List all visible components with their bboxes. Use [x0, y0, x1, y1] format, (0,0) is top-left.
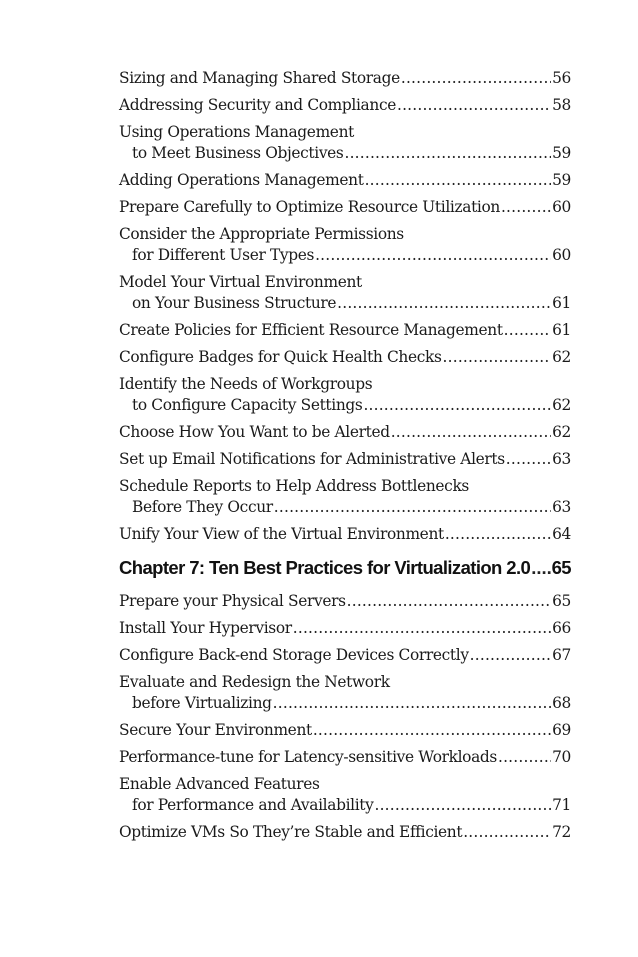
toc-entry[interactable] [119, 591, 571, 612]
toc-entry-title-continued: for Performance and Availability [132, 796, 374, 814]
toc-entry[interactable] [119, 747, 571, 768]
toc-entry-title: Addressing Security and Compliance [119, 96, 396, 114]
toc-page-number: 64 [552, 525, 571, 543]
toc-entry-title-continued: to Configure Capacity Settings [132, 396, 363, 414]
toc-entry[interactable] [119, 170, 571, 191]
leader-dots [401, 68, 551, 89]
leader-dots [501, 197, 551, 218]
toc-entry[interactable] [119, 720, 571, 741]
leader-dots [374, 795, 551, 816]
toc-entry[interactable] [119, 449, 571, 470]
toc-page-number: 67 [552, 646, 571, 664]
leader-dots [365, 170, 552, 191]
toc-section-top [119, 68, 571, 545]
leader-dots [470, 645, 551, 666]
toc-page-number: 71 [552, 796, 571, 814]
toc-entry-title-continued: for Different User Types [132, 246, 315, 264]
toc-page-number: 69 [552, 721, 571, 739]
toc-entry-title: Secure Your Environment [119, 721, 312, 739]
toc-entry[interactable] [119, 618, 571, 639]
toc-entry-title: Evaluate and Redesign the Network [119, 673, 390, 691]
toc-page-number: 61 [552, 321, 571, 339]
leader-dots [315, 245, 551, 266]
toc-entry-title: Configure Back-end Storage Devices Correctly [119, 646, 469, 664]
toc-entry[interactable] [119, 822, 571, 843]
toc-page-number: 62 [552, 348, 571, 366]
toc-entry-title: Optimize VMs So They’re Stable and Efficient [119, 823, 463, 841]
toc-page-number: 59 [552, 171, 571, 189]
leader-dots [504, 320, 551, 341]
toc-entry[interactable] [119, 476, 571, 518]
toc-entry-title: Choose How You Want to be Alerted [119, 423, 390, 441]
leader-dots [463, 822, 551, 843]
toc-entry[interactable] [119, 197, 571, 218]
toc-entry-title: Adding Operations Management [119, 171, 364, 189]
toc-page-number: 59 [552, 144, 571, 162]
toc-page-number: 56 [552, 69, 571, 87]
toc-entry-title: Consider the Appropriate Permissions [119, 225, 404, 243]
toc-page-number: 68 [552, 694, 571, 712]
leader-dots [347, 591, 551, 612]
leader-dots [337, 293, 551, 314]
toc-page-number: 58 [552, 96, 571, 114]
leader-dots [344, 143, 551, 164]
toc-page-number: 63 [552, 450, 571, 468]
toc-entry[interactable] [119, 524, 571, 545]
toc-entry[interactable] [119, 122, 571, 164]
chapter-heading[interactable] [119, 557, 571, 579]
toc-page-number: 60 [552, 246, 571, 264]
toc-entry[interactable] [119, 672, 571, 714]
toc-page-number: 62 [552, 396, 571, 414]
toc-page-number: 65 [552, 592, 571, 610]
chapter-page-number: 65 [551, 557, 571, 578]
toc-entry-title: Unify Your View of the Virtual Environment [119, 525, 444, 543]
leader-dots [363, 395, 551, 416]
leader-dots [443, 347, 552, 368]
toc-entry[interactable] [119, 68, 571, 89]
table-of-contents [119, 68, 571, 849]
toc-entry-title: Sizing and Managing Shared Storage [119, 69, 400, 87]
toc-entry-title: Configure Badges for Quick Health Checks [119, 348, 442, 366]
toc-entry-title: Prepare Carefully to Optimize Resource Utilization [119, 198, 500, 216]
toc-entry[interactable] [119, 774, 571, 816]
leader-dots [531, 557, 550, 579]
toc-entry-title-continued: before Virtualizing [132, 694, 272, 712]
toc-entry-title-continued: Before They Occur [132, 498, 273, 516]
toc-page-number: 62 [552, 423, 571, 441]
toc-entry[interactable] [119, 224, 571, 266]
leader-dots [293, 618, 551, 639]
toc-entry[interactable] [119, 95, 571, 116]
leader-dots [397, 95, 551, 116]
toc-entry-title: Install Your Hypervisor [119, 619, 292, 637]
toc-entry[interactable] [119, 422, 571, 443]
leader-dots [313, 720, 551, 741]
leader-dots [498, 747, 551, 768]
toc-entry[interactable] [119, 374, 571, 416]
toc-entry-title: Create Policies for Efficient Resource Management [119, 321, 503, 339]
toc-page-number: 70 [552, 748, 571, 766]
leader-dots [445, 524, 551, 545]
leader-dots [391, 422, 551, 443]
toc-entry[interactable] [119, 320, 571, 341]
toc-entry-title: Model Your Virtual Environment [119, 273, 362, 291]
toc-page-number: 66 [552, 619, 571, 637]
toc-entry-title: Identify the Needs of Workgroups [119, 375, 373, 393]
toc-page-number: 72 [552, 823, 571, 841]
toc-entry-title: Enable Advanced Features [119, 775, 320, 793]
toc-entry-title: Using Operations Management [119, 123, 354, 141]
leader-dots [273, 693, 551, 714]
toc-entry[interactable] [119, 272, 571, 314]
toc-entry-title: Prepare your Physical Servers [119, 592, 346, 610]
toc-page-number: 63 [552, 498, 571, 516]
toc-entry-title-continued: on Your Business Structure [132, 294, 337, 312]
toc-entry-title-continued: to Meet Business Objectives [132, 144, 344, 162]
toc-entry[interactable] [119, 645, 571, 666]
chapter-title: Chapter 7: Ten Best Practices for Virtualization 2.0 [119, 557, 531, 578]
toc-entry-title: Schedule Reports to Help Address Bottlenecks [119, 477, 469, 495]
toc-entry-title: Set up Email Notifications for Administrative Alerts [119, 450, 505, 468]
toc-entry-title: Performance-tune for Latency-sensitive Workloads [119, 748, 497, 766]
toc-section-bottom [119, 591, 571, 843]
toc-entry[interactable] [119, 347, 571, 368]
toc-page-number: 61 [552, 294, 571, 312]
leader-dots [274, 497, 551, 518]
toc-page-number: 60 [552, 198, 571, 216]
leader-dots [506, 449, 551, 470]
